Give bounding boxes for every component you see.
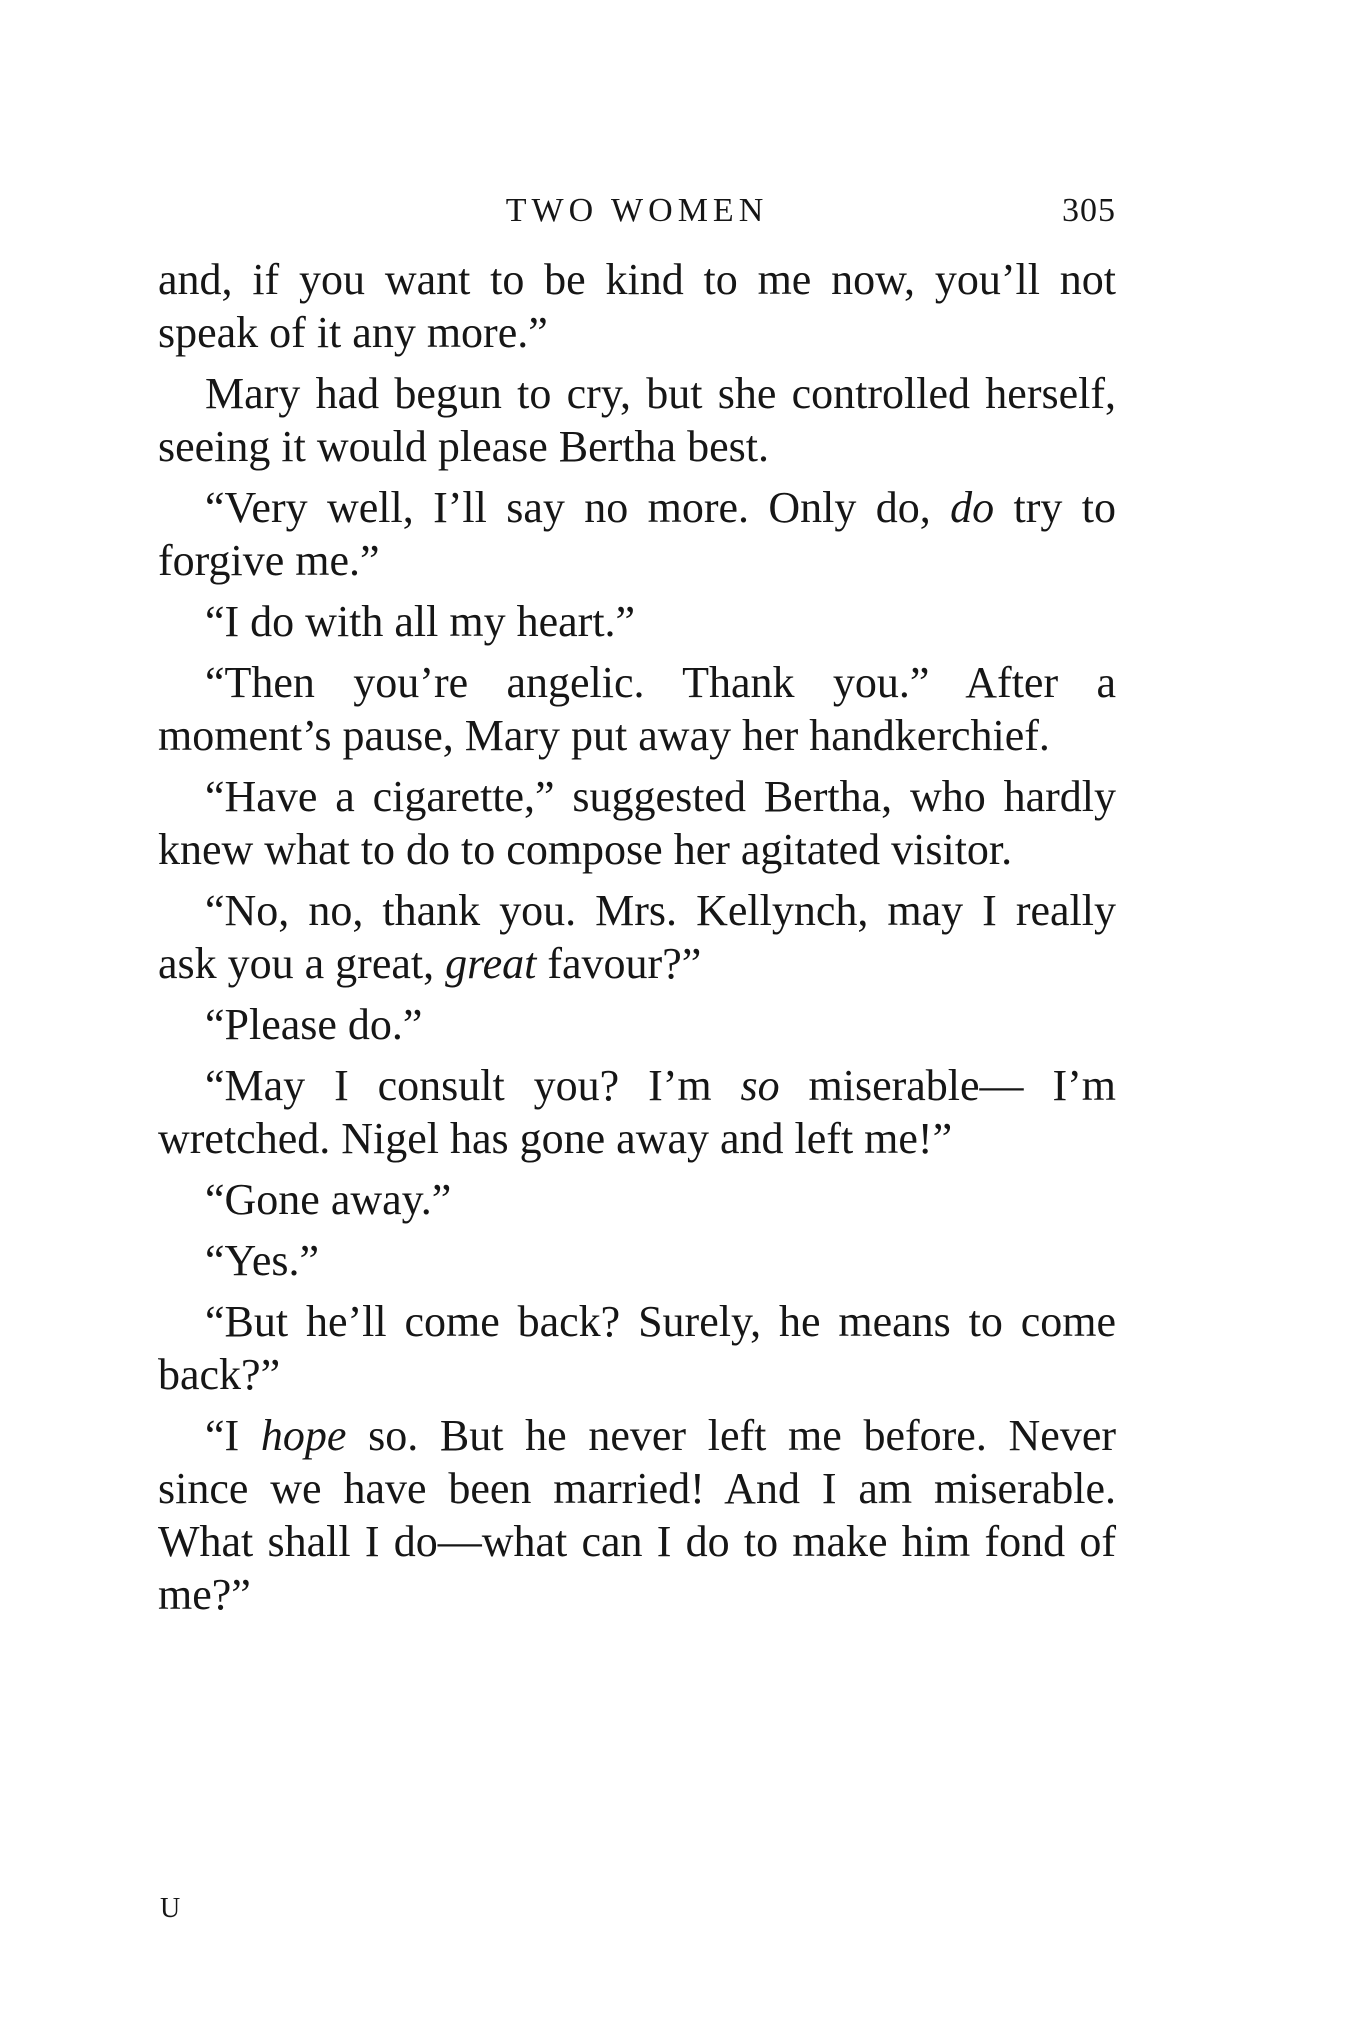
text-segment: so. But he never left me before. Never since we have been married! And I am miserable. What shall I do—what can I do to make him fond of me?” xyxy=(158,1411,1117,1619)
paragraph xyxy=(158,998,1116,1051)
running-title: TWO WOMEN xyxy=(505,192,769,229)
italic-text: hope xyxy=(260,1411,347,1460)
text-segment: “Then you’re angelic. Thank you.” After a moment’s pause, Mary put away her handkerchief. xyxy=(158,658,1116,760)
paragraph xyxy=(158,1059,1116,1165)
paragraph xyxy=(158,367,1116,473)
italic-text: great xyxy=(445,939,537,988)
page-header xyxy=(158,190,1116,240)
text-segment: “No, no, thank you. Mrs. Kellynch, may I really ask you a great, xyxy=(158,886,1116,988)
text-segment: “But he’ll come back? Surely, he means to come back?” xyxy=(158,1297,1116,1399)
text-segment: “I xyxy=(205,1411,261,1460)
paragraph xyxy=(158,1173,1116,1226)
text-segment: miserable— I’m wretched. Nigel has gone away and left me!” xyxy=(158,1061,1116,1163)
page-number: 305 xyxy=(1062,192,1116,229)
text-segment: “Please do.” xyxy=(205,1000,423,1049)
text-segment: Mary had begun to cry, but she controlled herself, seeing it would please Bertha best. xyxy=(158,369,1116,471)
text-segment: “I do with all my heart.” xyxy=(205,597,636,646)
italic-text: do xyxy=(950,483,995,532)
paragraph xyxy=(158,253,1116,359)
paragraph xyxy=(158,1295,1116,1401)
text-segment: “Gone away.” xyxy=(205,1175,452,1224)
text-segment: “Have a cigarette,” suggested Bertha, who hardly knew what to do to compose her agitated visitor. xyxy=(158,772,1116,874)
text-segment: “May I consult you? I’m xyxy=(205,1061,741,1110)
body-text xyxy=(158,253,1116,1629)
paragraph xyxy=(158,770,1116,876)
paragraph xyxy=(158,1409,1116,1621)
paragraph xyxy=(158,884,1116,990)
text-segment: and, if you want to be kind to me now, you’ll not speak of it any more.” xyxy=(158,255,1116,357)
text-segment: “Yes.” xyxy=(205,1236,320,1285)
paragraph xyxy=(158,481,1116,587)
paragraph xyxy=(158,1234,1116,1287)
text-segment: favour?” xyxy=(536,939,702,988)
text-segment: “Very well, I’ll say no more. Only do, xyxy=(205,483,951,532)
text-segment: try to forgive me.” xyxy=(158,483,1116,585)
paragraph xyxy=(158,595,1116,648)
signature-mark: U xyxy=(160,1893,182,1924)
paragraph xyxy=(158,656,1116,762)
italic-text: so xyxy=(740,1061,780,1110)
